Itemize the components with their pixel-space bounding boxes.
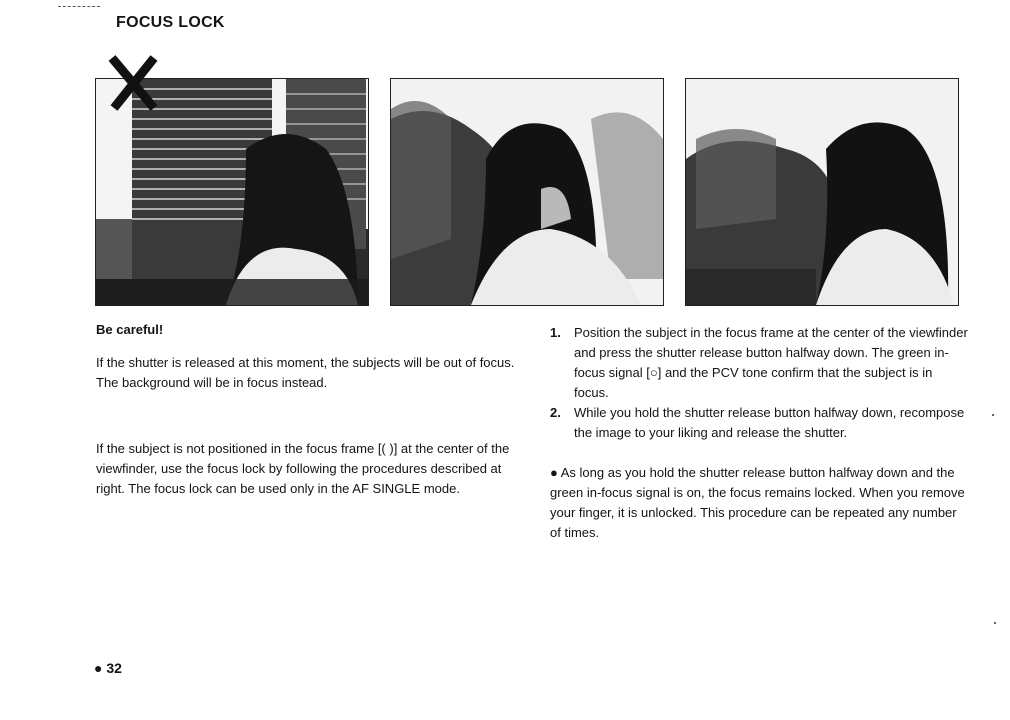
step-number: 1. (550, 325, 561, 340)
photo-1-image (96, 79, 368, 305)
photo-2-image (391, 79, 663, 305)
photo-3-image (686, 79, 958, 305)
photo-step-2 (685, 78, 959, 306)
step-text: Position the subject in the focus frame at the center of the viewfinder and press the shutter release button halfway down. The green in-focus signal [○] and the PCV tone confirm that the subject is in focus. (574, 325, 968, 400)
right-column (550, 323, 970, 556)
caution-text: If the shutter is released at this moment, the subjects will be out of focus. The background will be in focus instead. (96, 355, 515, 390)
photo-step-1 (390, 78, 664, 306)
step-text: While you hold the shutter release button halfway down, recompose the image to your liking and release the shutter. (574, 405, 965, 440)
focus-lock-note: ● As long as you hold the shutter release button halfway down and the green in-focus signal is on, the focus remains locked. When you remove your finger, it is unlocked. This procedure can be repeated any number of times. (550, 465, 965, 540)
steps-list (550, 323, 970, 443)
page-number: ● 32 (94, 660, 122, 676)
scan-speck (992, 414, 994, 416)
left-column (96, 320, 516, 512)
step-item (550, 403, 970, 443)
step-number: 2. (550, 405, 561, 420)
page-title: FOCUS LOCK (116, 14, 225, 31)
caution-heading: Be careful! (96, 322, 164, 337)
wrong-x-icon (104, 52, 164, 112)
step-item (550, 323, 970, 403)
info-text: If the subject is not positioned in the focus frame [( )] at the center of the viewfinder, use the focus lock by following the procedures described at right. The focus lock can be used only in the AF SINGLE mode. (96, 441, 510, 496)
corner-rule (58, 6, 100, 7)
photo-wrong-example (95, 78, 369, 306)
scan-speck (994, 622, 996, 624)
